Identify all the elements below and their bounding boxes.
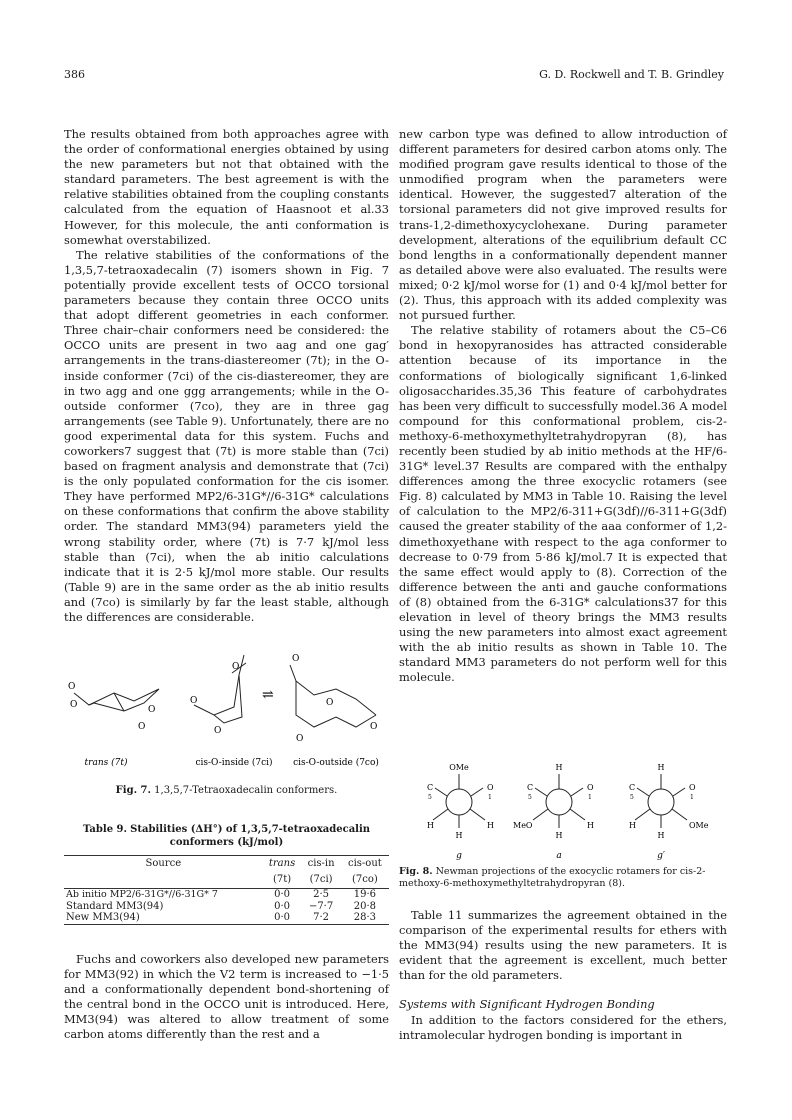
substituent-label: H: [629, 821, 636, 830]
substituent-label: H: [455, 831, 463, 840]
table-row: [64, 912, 389, 924]
atom-label: O: [292, 654, 300, 664]
substituent-label: H: [487, 821, 494, 830]
locant-label: 5: [428, 794, 432, 801]
column-header: cis-out: [341, 856, 389, 873]
column-header: (7ci): [301, 872, 340, 889]
substituent-label: H: [657, 763, 665, 772]
label-trans-7t: trans (7t): [84, 758, 128, 768]
substituent-label: C: [527, 783, 534, 792]
table-9-caption: [64, 823, 389, 849]
label-cis-7co: cis-O-outside (7co): [293, 758, 379, 768]
locant-label: 5: [528, 794, 532, 801]
locant-label: 5: [630, 794, 634, 801]
column-header: [64, 872, 263, 889]
column-header: (7co): [341, 872, 389, 889]
paragraph: The relative stabilities of the conformations of the 1,3,5,7-tetraoxadecalin (7) isomers shown in Fig. 7 potentially provide excellent tests of OCCO torsional parameters because they contain three OCCO units that adopt different geometries in each conformer. Three chair–chair conformers need be considered: the OCCO units are present in two aag and one gag′ arrangements in the trans-diastereomer (7t); in the O-inside conformer (7ci) of the cis-diastereomer, they are in two agg and one ggg arrangements; while in the O-outside conformer (7co), they are in three gag arrangements (see Table 9). Unfortunately, there are no good experimental data for this system. Fuchs and coworkers7 suggest that (7t) is more stable than (7ci) based on fragment analysis and demonstrate that (7ci) is the only populated conformation for the cis isomer. They have performed MP2/6-31G*//6-31G* calculations on these conformations that confirm the above stability order. The standard MM3(94) parameters yield the wrong stability order, where (7t) is 7·7 kJ/mol less stable than (7ci), when the ab initio calculations indicate that it is 2·5 kJ/mol more stable. Our results (Table 9) are in the same order as the ab initio results and (7co) is similarly by far the least stable, although the differences are considerable.: [64, 247, 389, 624]
table-cell: 28·3: [341, 912, 389, 924]
figure-7-structures: [64, 645, 389, 805]
atom-label: O: [296, 734, 304, 744]
table-cell: 19·6: [353, 889, 377, 900]
substituent-label: H: [555, 831, 563, 840]
substituent-label: C: [629, 783, 636, 792]
newman-projection-g-prime: [635, 774, 687, 828]
paragraph: new carbon type was defined to allow introduction of different parameters for desired carbon atoms only. The modified program gave results identical to those of the unmodified program when the parameters were identical. However, the suggested7 alteration of the torsional parameters did not give improved results for trans-1,2-dimethoxycyclohexane. During parameter development, alterations of the equilibrium default CC bond lengths in a conformationally dependent manner as detailed above were also evaluated. The results were mixed; 0·2 kJ/mol worse for (1) and 0·4 kJ/mol better for (2). Thus, this approach with its added complexity was not pursued further.: [399, 127, 727, 323]
column-header: Source: [64, 856, 263, 873]
substituent-label: MeO: [513, 821, 533, 830]
atom-label: O: [148, 705, 156, 715]
column-header: (7t): [263, 872, 302, 889]
paragraph: The results obtained from both approaches agree with the order of conformational energies obtained by using the new parameters but not that obtained with the standard parameters. The best agreement is with the relative stabilities obtained from the coupling constants calculated from the equation of Haasnoot et al.33 However, for this molecule, the anti conformation is somewhat overstabilized.: [64, 127, 389, 247]
substituent-label: H: [555, 763, 563, 772]
running-head: G. D. Rockwell and T. B. Grindley: [539, 68, 724, 81]
figure-7-caption: [64, 785, 389, 796]
substituent-label: H: [657, 831, 665, 840]
page-number: 386: [64, 68, 85, 81]
table-cell: 0·0: [274, 889, 290, 900]
table-row: [64, 901, 389, 913]
atom-label: O: [70, 700, 78, 710]
caption-label: Fig. 7.: [115, 785, 151, 796]
table-cell: 2·5: [313, 889, 330, 900]
equilibrium-arrows: ⇌: [262, 687, 274, 703]
substituent-label: H: [427, 821, 434, 830]
substituent-label: OMe: [449, 763, 469, 772]
atom-label: O: [370, 722, 378, 732]
table-cell: Standard MM3(94): [66, 900, 164, 912]
left-column-top: [64, 127, 389, 625]
atom-label: O: [68, 682, 76, 692]
newman-projection-g: [433, 774, 485, 828]
atom-label: O: [214, 726, 222, 736]
cis-7co-structure: [290, 665, 376, 727]
paragraph: In addition to the factors considered for the ethers, intramolecular hydrogen bonding is important in: [399, 1012, 727, 1042]
figure-8-caption: [399, 866, 727, 890]
column-header: cis-in: [301, 856, 340, 873]
caption-text: Newman projections of the exocyclic rotamers for cis-2-methoxy-6-methoxymethyltetrahydropyran (8).: [399, 866, 706, 889]
paragraph: Table 11 summarizes the agreement obtained in the comparison of the experimental results for ethers with the MM3(94) results using the new parameters. It is evident that the agreement is excellent, much better than for the old parameters.: [399, 908, 727, 983]
caption-label: Fig. 8.: [399, 866, 433, 877]
right-column-bottom: [399, 908, 727, 1043]
figure-8-newman-projections: [399, 760, 727, 870]
caption-text: 1,3,5,7-Tetraoxadecalin conformers.: [154, 785, 338, 796]
label-cis-7ci: cis-O-inside (7ci): [195, 758, 273, 768]
substituent-label: H: [587, 821, 594, 830]
trans-7t-structure: [74, 689, 159, 711]
atom-label: O: [190, 696, 198, 706]
locant-label: 1: [588, 794, 592, 801]
newman-projection-a: [533, 774, 585, 828]
atom-label: O: [232, 662, 240, 672]
table-cell: Ab initio MP2/6-31G*//6-31G* 7: [66, 889, 218, 900]
atom-label: O: [326, 698, 334, 708]
table-cell: 20·8: [353, 900, 377, 912]
right-column-top: [399, 127, 727, 685]
atom-label: O: [138, 722, 146, 732]
paragraph: The relative stability of rotamers about the C5–C6 bond in hexopyranosides has attracted considerable attention because of its importance in the conformations of biologically significant 1,6-linked oligosaccharides.35,36 This feature of carbohydrates has been very difficult to successfully model.36 A model compound for this conformational problem, cis-2-methoxy-6-methoxymethyltetrahydropyran (8), has recently been studied by ab initio methods at the HF/6-31G* level.37 Results are compared with the enthalpy differences among the three exocyclic rotamers (see Fig. 8) calculated by MM3 in Table 10. Raising the level of calculation to the MP2/6-311+G(3df)//6-311+G(3df) caused the greater stability of the aaa conformer of 1,2-dimethoxyethane with respect to the aga conformer to decrease to 0·79 from 5·86 kJ/mol.7 It is expected that the same effect would apply to (8). Correction of the difference between the anti and gauche conformations of (8) obtained from the 6-31G* calculations37 for this elevation in level of theory brings the MM3 results using the new parameters into almost exact agreement with the ab initio results as shown in Table 10. The standard MM3 parameters do not perform well for this molecule.: [399, 323, 727, 685]
table-cell: 7·2: [301, 912, 340, 924]
substituent-label: O: [587, 783, 594, 792]
caption-text: Stabilities (ΔH°) of 1,3,5,7-tetraoxadecalin conformers (kJ/mol): [130, 824, 371, 848]
table-cell: 0·0: [263, 912, 302, 924]
substituent-label: C: [427, 783, 434, 792]
locant-label: 1: [690, 794, 694, 801]
caption-label: Table 9.: [82, 824, 127, 835]
substituent-label: OMe: [689, 821, 709, 830]
table-cell: −7·7: [308, 900, 334, 912]
rotamer-label-g: g: [456, 851, 462, 861]
table-cell: New MM3(94): [64, 912, 263, 924]
table-cell: 0·0: [274, 900, 290, 912]
left-column-bottom: [64, 952, 389, 1043]
paragraph: Fuchs and coworkers also developed new parameters for MM3(92) in which the V2 term is increased to −1·5 and a conformationally dependent bond-shortening of the central bond in the OCCO unit is introduced. Here, MM3(94) was altered to allow treatment of some carbon atoms differently than the rest and a: [64, 952, 389, 1042]
rotamer-label-a: a: [556, 851, 562, 861]
table-row: [64, 889, 389, 901]
rotamer-label-g-prime: g′: [657, 851, 665, 861]
table-9: [64, 823, 389, 925]
substituent-label: O: [487, 783, 494, 792]
locant-label: 1: [488, 794, 492, 801]
column-header: trans: [263, 856, 302, 873]
substituent-label: O: [689, 783, 696, 792]
section-heading: Systems with Significant Hydrogen Bonding: [399, 997, 655, 1012]
